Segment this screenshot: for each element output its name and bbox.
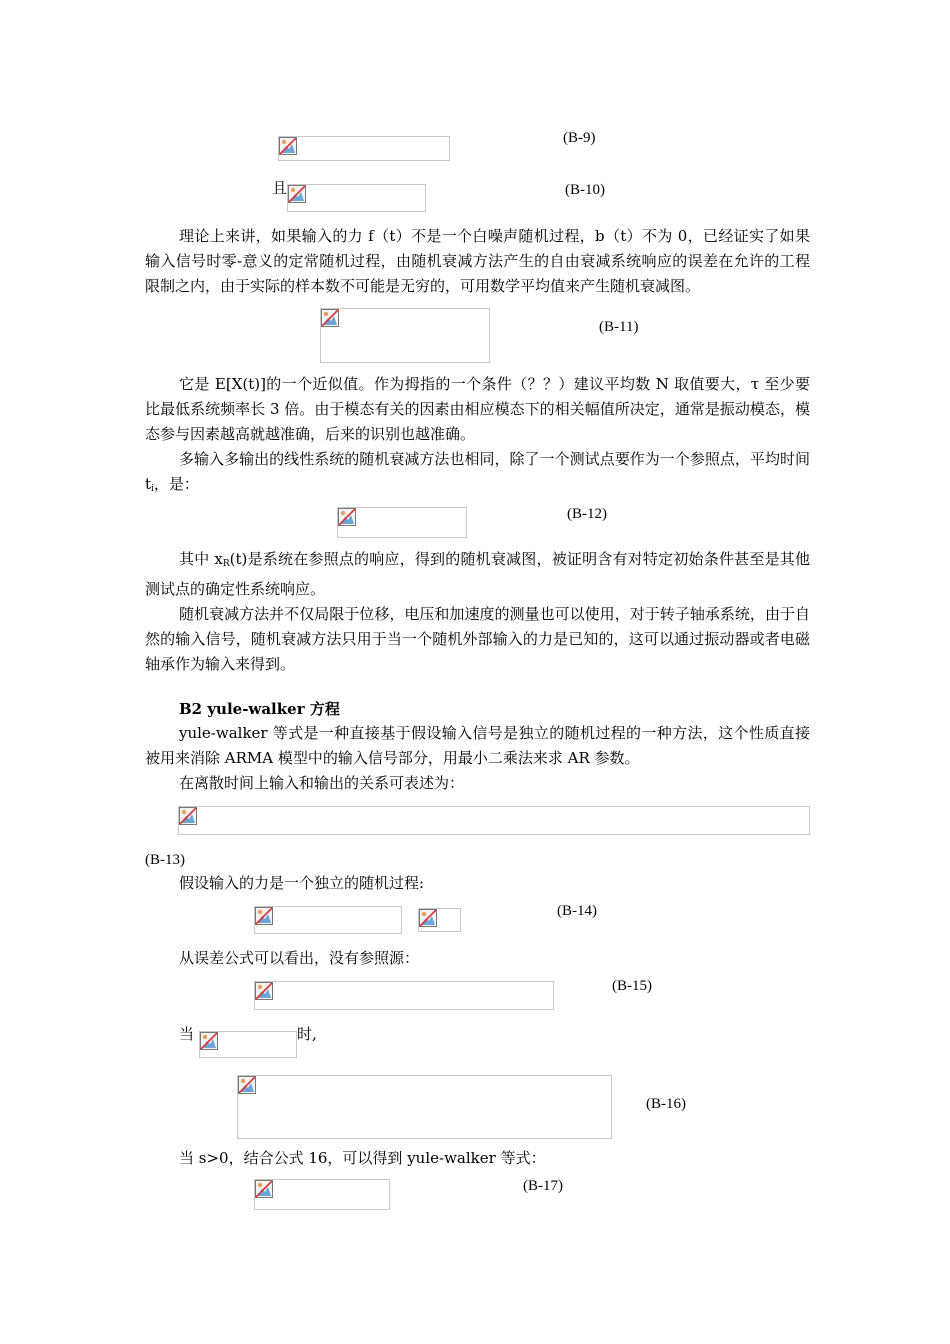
equation-label-b13: (B-13) — [145, 852, 185, 868]
equation-label-b16: (B-16) — [646, 1096, 686, 1112]
section-heading-b2: B2 yule-walker 方程 — [179, 700, 340, 718]
equation-label-b9: (B-9) — [563, 130, 596, 146]
broken-image-icon — [321, 309, 339, 327]
broken-image-icon — [255, 907, 273, 925]
equation-image-b11 — [320, 308, 490, 363]
equation-image-condition — [199, 1031, 297, 1058]
equation-image-b10 — [287, 184, 426, 212]
broken-image-icon — [238, 1076, 256, 1094]
paragraph-1: 理论上来讲，如果输入的力 f（t）不是一个白噪声随机过程，b（t）不为 0，已经证实了如果输入信号时零-意义的定常随机过程，由随机衰减方法产生的自由衰减系统响应的误差在允许的工程限制之内，由于实际的样本数不可能是无穷的，可用数学平均值来产生随机衰减图。 — [145, 227, 810, 295]
equation-label-b17: (B-17) — [523, 1178, 563, 1194]
equation-image-b14a — [254, 906, 402, 934]
broken-image-icon — [419, 909, 437, 927]
inline-text-dang: 当 — [179, 1025, 195, 1043]
broken-image-icon — [288, 185, 306, 203]
paragraph-2: 它是 E[X(t)]的一个近似值。作为拇指的一个条件（？？）建议平均数 N 取值要大，τ 至少要比最低系统频率长 3 倍。由于模态有关的因素由相应模态下的相关幅值所决定，通常是振动模态，模态参与因素越高就越准确，后来的识别也越准确。 多输入多输出的线性系统的随机衰减方法也相同，除了一个测试点要作为一个参照点，平均时间 $t_i$，是： — [145, 372, 810, 502]
equation-label-b14: (B-14) — [557, 903, 597, 919]
equation-image-b13 — [178, 806, 810, 835]
broken-image-icon — [200, 1032, 218, 1050]
equation-image-b16 — [237, 1075, 612, 1139]
inline-text-shi: 时, — [297, 1025, 317, 1043]
equation-label-b11: (B-11) — [599, 319, 639, 335]
equation-image-b9 — [278, 136, 450, 161]
inline-text-qie: 且 — [272, 179, 288, 197]
equation-label-b12: (B-12) — [567, 506, 607, 522]
equation-image-b12 — [337, 507, 467, 538]
paragraph-5: 随机衰减方法并不仅局限于位移，电压和加速度的测量也可以使用，对于转子轴承系统，由于自然的输入信号，随机衰减方法只用于当一个随机外部输入的力是已知的，这可以通过振动器或者电磁轴承作为输入来得到。 — [145, 605, 810, 673]
paragraph-9: 从误差公式可以看出，没有参照源： — [179, 949, 420, 967]
equation-label-b15: (B-15) — [612, 978, 652, 994]
paragraph-3: 多输入多输出的线性系统的随机衰减方法也相同，除了一个测试点要作为一个参照点，平均时间 $t_i$，是： — [145, 450, 810, 494]
inline-text-dang-s: 当 s>0，结合公式 16，可以得到 yule-walker 等式： — [179, 1149, 546, 1167]
equation-label-b10: (B-10) — [565, 182, 605, 198]
paragraph-8: 假设输入的力是一个独立的随机过程: — [179, 874, 425, 892]
paragraph-6: yule-walker 等式是一种直接基于假设输入信号是独立的随机过程的一种方法，这个性质直接被用来消除 ARMA 模型中的输入信号部分，用最小二乘法来求 AR 参数。 在离散时间上输入和输出的关系可表述为： — [145, 721, 810, 796]
broken-image-icon — [179, 807, 197, 825]
equation-image-b14b — [418, 908, 461, 932]
broken-image-icon — [338, 508, 356, 526]
equation-image-b15 — [254, 981, 554, 1010]
broken-image-icon — [279, 137, 297, 155]
broken-image-icon — [255, 1180, 273, 1198]
broken-image-icon — [255, 982, 273, 1000]
equation-image-b17 — [254, 1179, 390, 1210]
paragraph-7: 在离散时间上输入和输出的关系可表述为： — [179, 774, 465, 792]
paragraph-4: 其中 $x_R(t)$是系统在参照点的响应，得到的随机衰减图，被证明含有对特定初始条件甚至是其他测试点的确定性系统响应。 随机衰减方法并不仅局限于位移，电压和加速度的测量也可以使用，对于转子轴承系统，由于自然的输入信号，随机衰减方法只用于当一个随机外部输入的力是已知的，这可以通过振动器或者电磁轴承作为输入来得到。 — [145, 547, 810, 677]
